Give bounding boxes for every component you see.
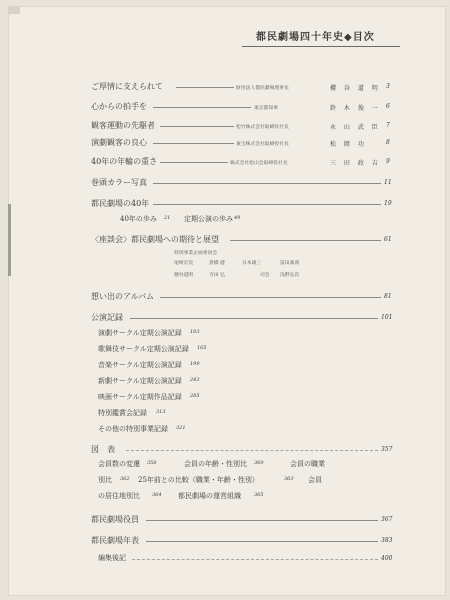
sub-entry-page: 49 [234,215,241,221]
entry-org: 東宝株式会社取締役社長 [236,142,289,147]
leader-line [230,240,381,241]
entry-org: 松竹株式会社取締役社長 [236,125,289,130]
chart-label[interactable]: 会員の職業 [290,460,325,468]
record-label[interactable]: その他の特別事業記録 [98,425,168,433]
record-page: 285 [190,393,200,399]
leader-line [153,107,251,108]
chart-label[interactable]: 25年前との比較（職業・年齢・性別） [138,476,259,484]
panel-member: 尾崎宏次 [174,261,194,266]
record-label[interactable]: 演劇サークル定期公演記録 [98,329,182,337]
chart-label[interactable]: 別比 [98,476,112,484]
entry-page: 400 [381,555,393,562]
panel-member: 寺田 弘 [209,273,225,278]
leader-line [160,162,228,163]
header [8,6,446,56]
entry-org: 財団法人都民劇場理事長 [236,86,289,91]
sub-entry-label[interactable]: 40年の歩み [120,215,157,223]
chart-page: 363 [284,476,294,482]
chart-page: 364 [152,492,162,498]
entry-page: 81 [384,293,392,300]
chart-page: 365 [254,492,264,498]
entry-page: 11 [384,179,392,186]
entry-title: 都民劇場年表 [91,536,139,545]
entry-title: 想い出のアルバム [91,292,155,301]
entry-author: 鈴 木 俊 一 [330,105,381,112]
panel-moderator-label: 司会 [260,273,270,278]
entry-page: 367 [381,516,393,523]
entry-title: 巻頭カラー写真 [91,178,147,187]
panel-heading: 特別事業企画委員会 [174,251,218,256]
leader-line [130,318,378,319]
entry-title: 都民劇場役員 [91,515,139,524]
entry-author: 松 岡 功 [330,141,367,148]
chart-page: 358 [147,460,157,466]
entry-title: 演劇観客の良心 [91,138,147,147]
page-title: 都民劇場四十年史◆目次 [256,32,375,43]
entry-page: 19 [384,200,392,207]
leader-line [160,297,381,298]
chart-label[interactable]: 会員数の変遷 [98,460,140,468]
entry-page: 383 [381,537,393,544]
chart-label[interactable]: 会員の年齢・性別比 [184,460,247,468]
panel-member: 穂谷道明 [174,273,194,278]
record-label[interactable]: 特別鑑賞会記録 [98,409,147,417]
entry-title: 〈座談会〉都民劇場への期待と展望 [91,235,219,244]
chart-label[interactable]: 都民劇場の運営組織 [178,492,241,500]
entry-author: 三 田 政 吉 [330,160,381,167]
record-page: 243 [190,377,200,383]
record-label[interactable]: 映画サークル定期作品記録 [98,393,182,401]
entry-page: 3 [386,83,390,90]
entry-title: 図 表 [91,445,115,454]
panel-member: 冨田素義 [280,261,300,266]
header-rule [242,46,400,47]
entry-title: 観客運動の先駆者 [91,121,155,130]
panel-member: 倉橋 健 [209,261,225,266]
entry-org: 株式会社松山会取締役社長 [230,161,288,166]
leader-line [176,87,234,88]
entry-page: 7 [386,122,390,129]
entry-title: ご厚情に支えられて [91,82,163,91]
panel-member: 日本雄三 [242,261,262,266]
entry-page: 357 [381,446,393,453]
record-label[interactable]: 新劇サークル定期公演記録 [98,377,182,385]
leader-line [132,559,378,560]
record-page: 313 [156,409,166,415]
entry-page: 101 [381,314,393,321]
entry-page: 8 [386,139,390,146]
record-page: 199 [190,361,200,367]
record-label[interactable]: 歌舞伎サークル定期公演記録 [98,345,189,353]
entry-title: 編集後記 [98,554,126,562]
leader-line [146,520,378,521]
record-page: 103 [190,329,200,335]
entry-title: 公演記録 [91,313,123,322]
entry-title: 心からの拍手を [91,102,147,111]
entry-title: 40年の年輪の重さ [91,157,158,166]
page-corner [8,6,20,14]
chart-label[interactable]: 会員 [308,476,322,484]
toc-page [8,6,446,596]
sub-entry-label[interactable]: 定期公演の歩み [184,215,233,223]
record-page: 321 [176,425,186,431]
entry-page: 61 [384,236,392,243]
chart-page: 360 [254,460,264,466]
record-label[interactable]: 音楽サークル定期公演記録 [98,361,182,369]
panel-member: 浅野弘次 [280,273,300,278]
entry-org: 東京都知事 [254,106,278,111]
entry-author: 永 山 武 臣 [330,124,381,131]
record-page: 165 [197,345,207,351]
margin-bar [8,204,11,276]
leader-line [146,541,378,542]
leader-line [153,143,234,144]
leader-line [160,126,234,127]
entry-page: 6 [386,103,390,110]
sub-entry-page: 21 [164,215,171,221]
entry-title: 都民劇場の40年 [91,199,150,208]
entry-page: 9 [386,158,390,165]
chart-page: 362 [120,476,130,482]
leader-line [126,450,378,451]
chart-label[interactable]: の居住地別比 [98,492,140,500]
leader-line [153,204,381,205]
entry-author: 櫻 谷 道 明 [330,85,381,92]
leader-line [153,183,381,184]
